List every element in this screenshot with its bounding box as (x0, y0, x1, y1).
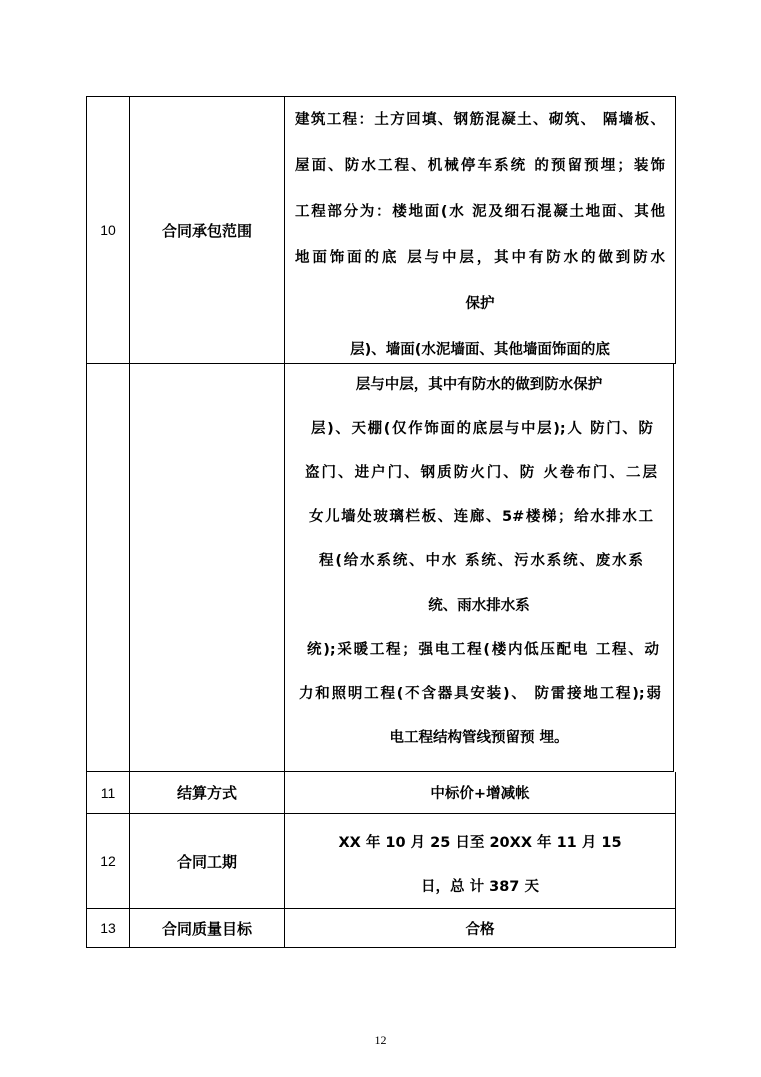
row-number (87, 364, 130, 771)
row-label (130, 364, 285, 771)
page-number: 12 (374, 1033, 387, 1047)
row-label: 合同工期 (130, 814, 285, 908)
row-label: 合同质量目标 (130, 909, 285, 947)
row-content (285, 97, 675, 363)
content-line: 程(给水系统、中水 系统、污水系统、废水系 (319, 553, 643, 570)
table-row-10 (86, 96, 676, 364)
content-line: 层)、天棚(仅作饰面的底层与中层);人 防门、防 (311, 421, 653, 438)
content-line: 电工程结构管线预留预 埋。 (389, 729, 569, 746)
row-label: 结算方式 (130, 772, 285, 813)
contract-table (86, 96, 676, 948)
content-line: 盗门、进户门、钢质防火门、防 火卷布门、二层 (305, 465, 657, 482)
table-row-13 (86, 909, 676, 948)
content-line: 女儿墙处玻璃栏板、连廊、5#楼梯；给水排水工 (309, 509, 653, 526)
content-line: 统);采暖工程；强电工程(楼内低压配电 工程、动 (307, 641, 659, 658)
content-line: 中标价+增减帐 (430, 786, 530, 802)
content-line: 统、雨水排水系 (428, 597, 530, 614)
content-line: 屋面、防水工程、机械停车系统 的预留预埋；装饰 (295, 158, 665, 174)
content-line: 地面饰面的底 层与中层，其中有防水的做到防水 (295, 250, 665, 266)
content-line: 建筑工程：土方回填、钢筋混凝土、砌筑、 隔墙板、 (295, 112, 665, 128)
content-line: 合格 (465, 921, 495, 938)
content-line: XX 年 10 月 25 日至 20XX 年 11 月 15 (338, 835, 622, 851)
content-line: 保护 (465, 296, 495, 312)
content-line: 日，总 计 387 天 (421, 879, 539, 895)
content-line: 层与中层，其中有防水的做到防水保护 (355, 377, 603, 393)
row-content (285, 772, 675, 813)
row-number: 12 (87, 814, 130, 908)
row-number: 10 (87, 97, 130, 363)
content-line: 力和照明工程(不含器具安装)、 防雷接地工程);弱 (299, 685, 661, 702)
row-content (285, 814, 675, 908)
table-row-12 (86, 814, 676, 909)
row-content (285, 364, 673, 771)
content-line: 层)、墙面(水泥墙面、其他墙面饰面的底 (350, 342, 610, 358)
table-row-10-continued (86, 364, 674, 772)
content-line: 工程部分为：楼地面(水 泥及细石混凝土地面、其他 (295, 204, 665, 220)
row-number: 13 (87, 909, 130, 947)
row-number: 11 (87, 772, 130, 813)
row-label: 合同承包范围 (130, 97, 285, 363)
table-row-11 (86, 772, 676, 814)
row-content (285, 909, 675, 947)
